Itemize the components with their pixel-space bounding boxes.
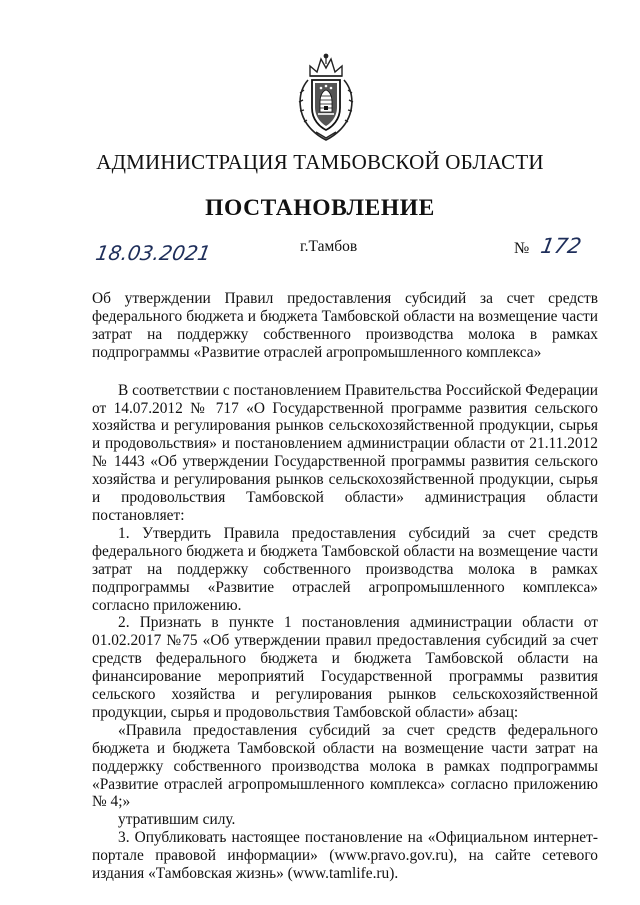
document-type: ПОСТАНОВЛЕНИЕ (205, 195, 435, 221)
body-paragraph: «Правила предоставления субсидий за счет средств федерального бюджета и бюджета Тамбовской области на возмещение части затрат на поддержку собственного производства молока в рамках подпрограммы «Развитие отраслей агропромышленного комплекса» согласно приложению № 4;» (92, 721, 598, 811)
body-paragraph: В соответствии с постановлением Правительства Российской Федерации от 14.07.2012 № 717 «О Государственной программе развития сельского хозяйства и регулирования рынков сельскохозяйственной продукции, сырья и продовольствия» и постановлением администрации области от 21.11.2012 № 1443 «Об утверждении Государственной программы развития сельского хозяйства и регулирования рынков сельскохозяйственной продукции, сырья и продовольствия Тамбовской области» администрация области постановляет: (92, 381, 598, 524)
document-city: г.Тамбов (300, 238, 358, 255)
document-date: 18.03.2021 (93, 241, 213, 265)
body-paragraph: 2. Признать в пункте 1 постановления администрации области от 01.02.2017 №75 «Об утверждении правил предоставления субсидий за счет средств федерального бюджета и бюджета Тамбовской области на финансирование мероприятий Государственной программы развития сельского хозяйства и регулирования рынков сельскохозяйственной продукции, сырья и продовольствия Тамбовской области» абзац: (92, 614, 598, 721)
body-paragraph: утратившим силу. (118, 811, 236, 829)
organization-name: АДМИНИСТРАЦИЯ ТАМБОВСКОЙ ОБЛАСТИ (96, 150, 544, 174)
document-number: 172 (538, 234, 584, 258)
body-paragraph: 1. Утвердить Правила предоставления субсидий за счет средств федерального бюджета и бюджета Тамбовской области на возмещение части затрат на поддержку собственного производства молока в рамках подпрограммы «Развитие отраслей агропромышленного комплекса» согласно приложению. (92, 524, 598, 614)
document-body (92, 290, 598, 883)
document-subject: Об утверждении Правил предоставления субсидий за счет средств федерального бюджета и бюджета Тамбовской области на возмещение части затрат на поддержку собственного производства молока в рамках подпрограммы «Развитие отраслей агропромышленного комплекса» (92, 290, 598, 361)
document-number-label: № (514, 240, 530, 257)
tambov-coat-of-arms-icon (294, 50, 358, 142)
body-paragraph: 3. Опубликовать настоящее постановление на «Официальном интернет-портале правовой информации» (www.pravo.gov.ru), на сайте сетевого издания «Тамбовская жизнь» (www.tamlife.ru). (92, 829, 598, 883)
